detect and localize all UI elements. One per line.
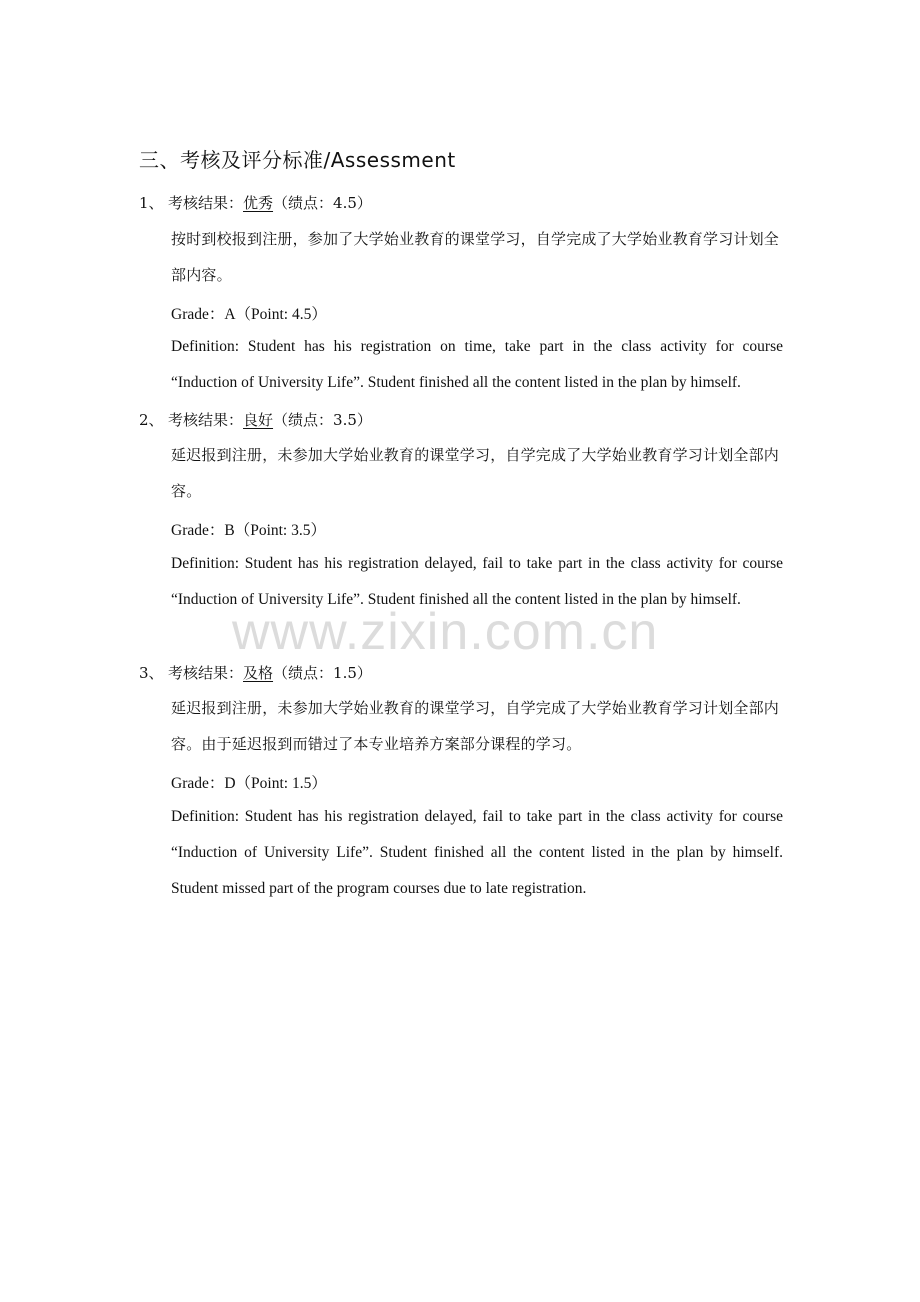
grade-zh: 及格 (243, 664, 274, 682)
assessment-item-1-heading (139, 192, 372, 213)
point-text: （绩点：1.5） (273, 664, 372, 682)
item-2-grade-en: Grade：B（Point: 3.5） (171, 522, 326, 539)
item-3-definition: Definition: Student has his registration delayed, fail to take part in the class activity for course “Induction of University Life”. Student finished all the content listed in the plan by himself. Student missed part of the program courses due to late registration. (171, 808, 783, 897)
grade-zh: 优秀 (243, 194, 274, 212)
item-3-grade-en: Grade：D（Point: 1.5） (171, 775, 327, 792)
assessment-item-2-heading (139, 409, 372, 430)
result-label: 考核结果： (168, 194, 244, 212)
point-text: （绩点：3.5） (273, 411, 372, 429)
result-label: 考核结果： (168, 664, 244, 682)
item-number: 1、 (139, 194, 164, 212)
assessment-item-3-heading (139, 662, 372, 683)
item-number: 3、 (139, 664, 164, 682)
item-1-grade-en: Grade：A（Point: 4.5） (171, 306, 327, 323)
point-text: （绩点：4.5） (273, 194, 372, 212)
result-label: 考核结果： (168, 411, 244, 429)
item-1-definition: Definition: Student has his registration on time, take part in the class activity for course “Induction of University Life”. Student finished all the content listed in the plan by himself. (171, 338, 783, 391)
section-title: 三、考核及评分标准/Assessment (139, 148, 456, 172)
item-number: 2、 (139, 411, 164, 429)
item-2-definition: Definition: Student has his registration delayed, fail to take part in the class activity for course “Induction of University Life”. Student finished all the content listed in the plan by himself. (171, 555, 783, 608)
watermark: www.zixin.com.cn (232, 603, 659, 661)
item-1-description-zh: 按时到校报到注册，参加了大学始业教育的课堂学习，自学完成了大学始业教育学习计划全部内容。 (171, 230, 780, 284)
grade-zh: 良好 (243, 411, 274, 429)
item-3-description-zh: 延迟报到注册，未参加大学始业教育的课堂学习，自学完成了大学始业教育学习计划全部内容。由于延迟报到而错过了本专业培养方案部分课程的学习。 (171, 699, 780, 753)
item-2-description-zh: 延迟报到注册，未参加大学始业教育的课堂学习，自学完成了大学始业教育学习计划全部内容。 (171, 446, 780, 500)
